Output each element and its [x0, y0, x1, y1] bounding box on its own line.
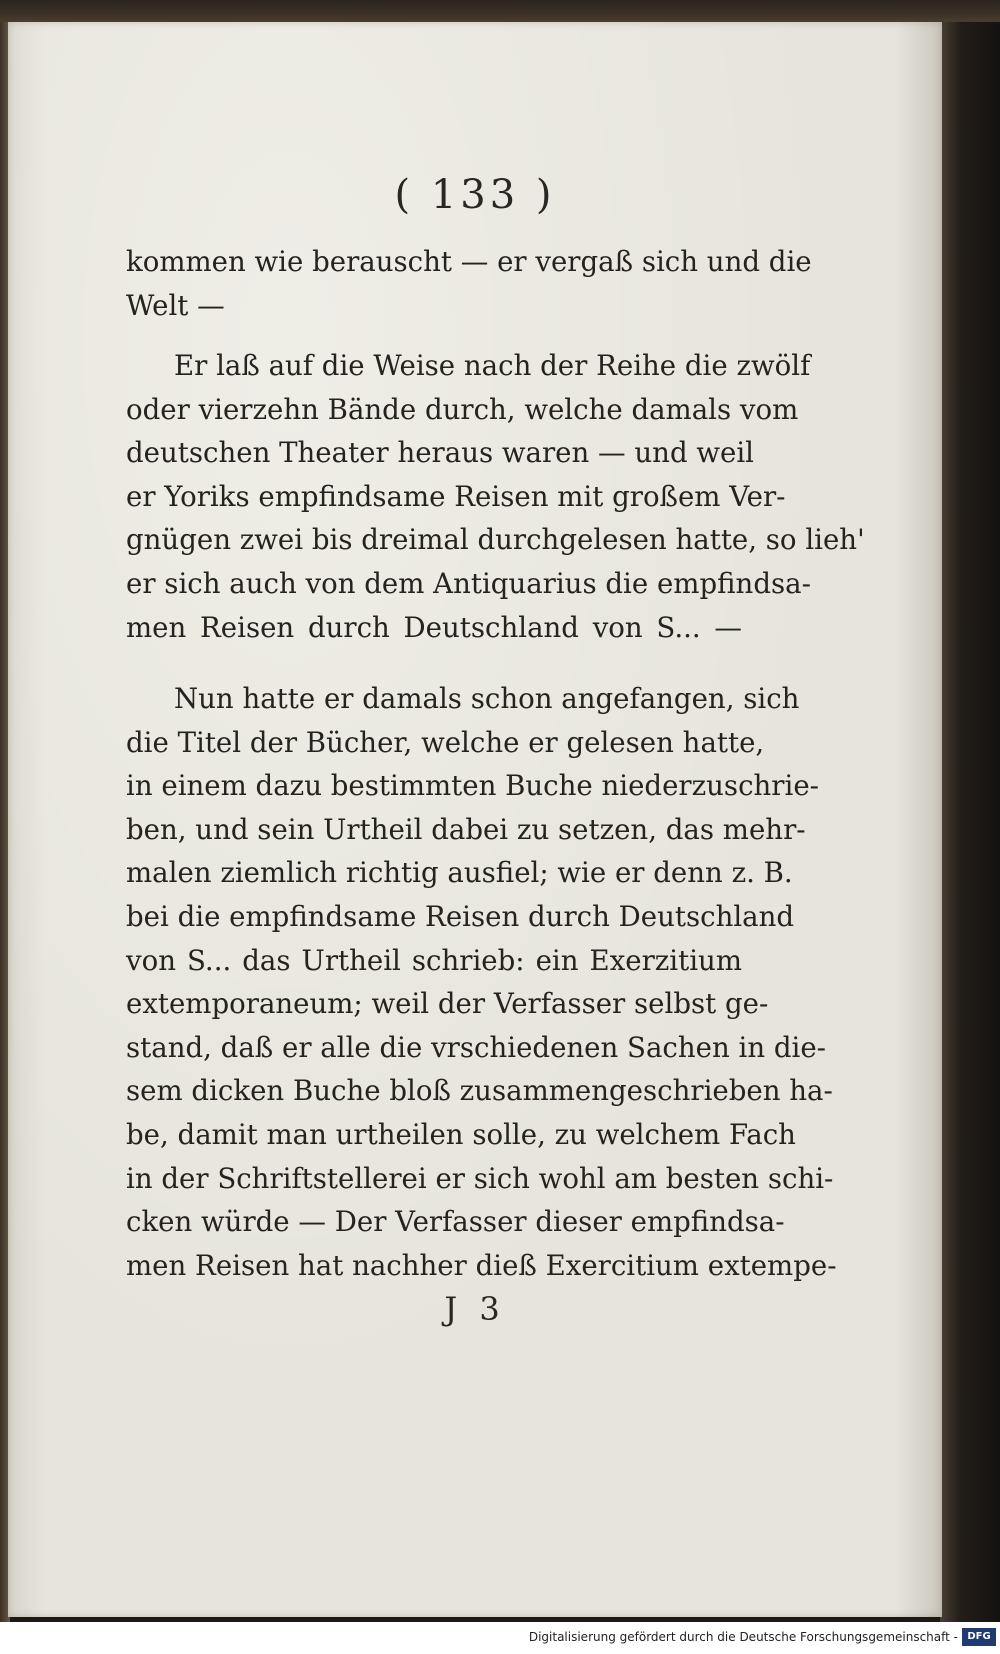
text-line: Welt —: [126, 288, 225, 322]
text-line: Er laß auf die Weise nach der Reihe die zwölf: [174, 349, 811, 382]
text-line: in der Schriftstellerei er sich wohl am besten schi-: [126, 1161, 834, 1195]
text-line: men Reisen durch Deutschland von S... —: [126, 610, 742, 644]
funding-credit: Digitalisierung gefördert durch die Deutsche Forschungsgemeinschaft -: [528, 1630, 958, 1644]
binding-top-edge: [0, 0, 1000, 22]
page-number: ( 133 ): [394, 172, 556, 218]
text-line: cken würde — Der Verfasser dieser empfindsa-: [126, 1205, 785, 1239]
text-line: men Reisen hat nachher dieß Exercitium extempe-: [126, 1248, 837, 1282]
paragraph-3: [126, 677, 837, 1287]
digitization-footer: [0, 1622, 1000, 1654]
paper-page: [8, 22, 942, 1617]
text-line: deutschen Theater heraus waren — und weil: [126, 436, 754, 470]
text-line: stand, daß er alle die vrschiedenen Sachen in die-: [126, 1030, 827, 1064]
text-line: bei die empfindsame Reisen durch Deutschland: [126, 899, 795, 933]
dfg-logo: DFG: [962, 1628, 996, 1646]
text-line: in einem dazu bestimmten Buche niederzuschrie-: [126, 769, 819, 803]
text-line: er Yoriks empfindsame Reisen mit großem Ver-: [126, 479, 786, 513]
text-line: malen ziemlich richtig ausfiel; wie er denn z. B.: [126, 856, 793, 890]
text-line: sem dicken Buche bloß zusammengeschrieben ha-: [126, 1074, 833, 1108]
text-line: be, damit man urtheilen solle, zu welchem Fach: [126, 1117, 796, 1151]
signature-mark: J 3: [444, 1290, 506, 1328]
text-line: ben, und sein Urtheil dabei zu setzen, das mehr-: [126, 812, 806, 846]
paragraph-1: [126, 240, 812, 327]
text-line: von S... das Urtheil schrieb: ein Exerzitium: [126, 943, 742, 977]
text-line: gnügen zwei bis dreimal durchgelesen hatte, so lieh': [126, 523, 865, 557]
text-line: die Titel der Bücher, welche er gelesen hatte,: [126, 725, 765, 759]
paragraph-2: [126, 344, 865, 649]
text-line: Nun hatte er damals schon angefangen, sich: [174, 682, 800, 715]
text-line: extemporaneum; weil der Verfasser selbst ge-: [126, 987, 769, 1021]
book-fore-edge: [940, 22, 1000, 1622]
text-line: er sich auch von dem Antiquarius die empfindsa-: [126, 566, 811, 600]
text-line: kommen wie berauscht — er vergaß sich und die: [126, 245, 812, 278]
text-line: oder vierzehn Bände durch, welche damals vom: [126, 392, 799, 426]
